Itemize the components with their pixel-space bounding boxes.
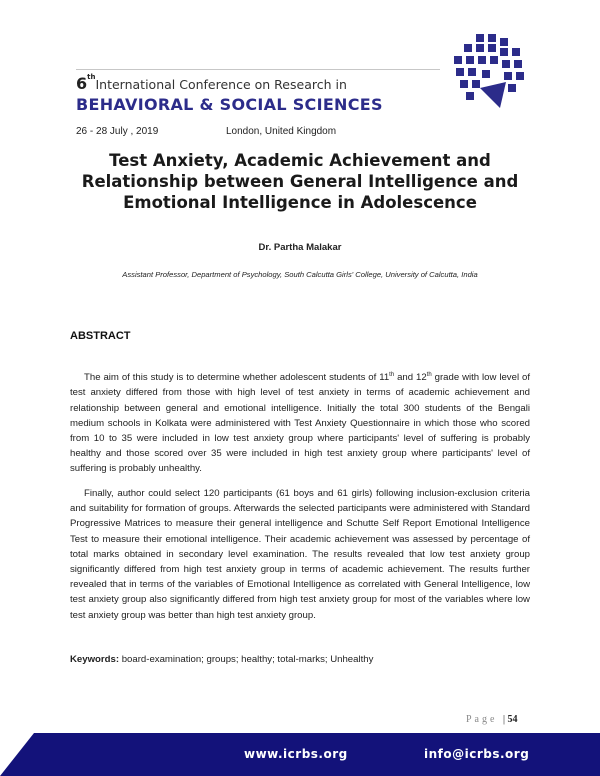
header-rule: [76, 69, 440, 70]
footer-email-link[interactable]: info@icrbs.org: [424, 747, 530, 761]
conference-dates: 26 - 28 July , 2019: [76, 126, 159, 137]
footer-website-link[interactable]: www.icrbs.org: [244, 747, 348, 761]
keywords-line: [70, 654, 373, 665]
page-number: Page | 54: [466, 714, 518, 725]
abstract-heading: ABSTRACT: [70, 330, 131, 342]
page-header: [0, 0, 600, 150]
author-affiliation: Assistant Professor, Department of Psychology, South Calcutta Girls' College, University of Calcutta, India: [122, 270, 478, 279]
abstract-paragraph-2: Finally, author could select 120 participants (61 boys and 61 girls) following inclusion-exclusion criteria and suitability for formation of groups. Afterwards the selected participants were administered with Standard Progressive Matrices to measure their general intelligence and Schutte Self Report Emotional Intelligence Test to measure their emotional intelligence. Their academic achievement was assessed by percentage of total marks obtained in secondary level examination. The results revealed that low test anxiety group significantly differed from high test anxiety group in terms of academic achievement. The results further revealed that in terms of the variables of Emotional Intelligence as correlated with General Intelligence, low test anxiety group also significantly differed from high test anxiety group for most of the variables where low test anxiety group was better than high test anxiety group.: [70, 488, 530, 621]
keywords-label: Keywords:: [70, 654, 120, 665]
conference-name-line1: [76, 74, 347, 93]
paper-title: Test Anxiety, Academic Achievement and Relationship between General Intelligence and Emotional Intelligence in Adolescence: [81, 151, 519, 212]
conference-name-line2: BEHAVIORAL & SOCIAL SCIENCES: [76, 95, 383, 114]
page-footer: [0, 733, 600, 776]
conference-logo-icon: [448, 32, 530, 116]
abstract-paragraph-1: The aim of this study is to determine whether adolescent students of 11th and 12th grade with low level of test anxiety differed from those with high level of test anxiety in terms of academic achievement and relationship between general and emotional intelligence. Initially the total 300 students of the Bengali medium schools in Kolkata were administered with Test Anxiety Questionnaire in which those who scored from 10 to 35 were included in low test anxiety group where participants' level of suffering is probably healthy and those scored over 35 were included in high test anxiety group where participants' level of suffering is probably unhealthy.: [70, 372, 530, 475]
conference-ordinal: 6th: [76, 73, 96, 93]
footer-corner-cut: [0, 733, 34, 776]
conference-name-text: International Conference on Research in: [95, 77, 347, 92]
keywords-list: board-examination; groups; healthy; total-marks; Unhealthy: [119, 654, 374, 665]
conference-location: London, United Kingdom: [226, 126, 337, 137]
paper-author: Dr. Partha Malakar: [258, 242, 342, 253]
